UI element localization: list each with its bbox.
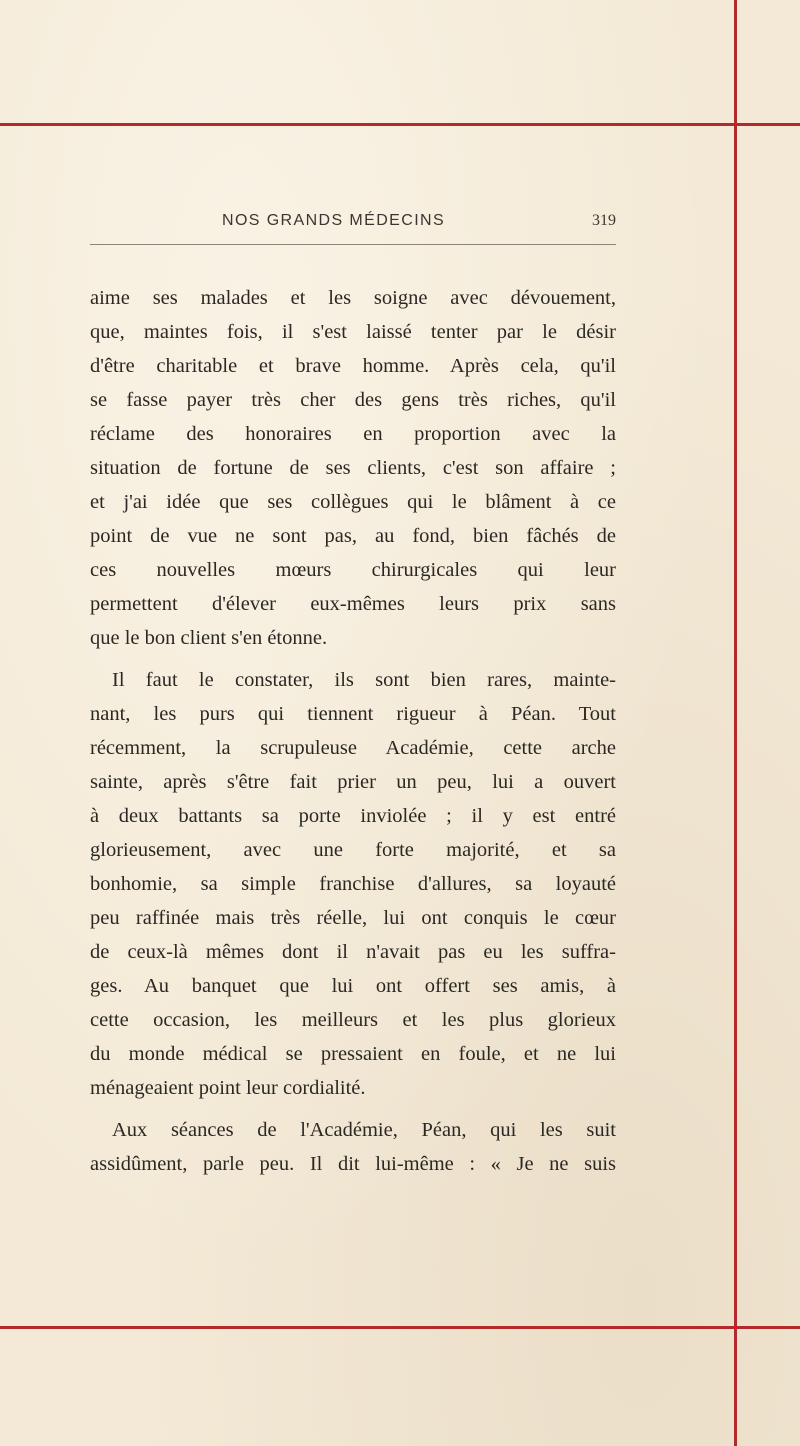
text-line: récemment, la scrupuleuse Académie, cette arche <box>90 737 616 759</box>
scan-border-right-rule <box>734 0 737 1446</box>
text-line: aime ses malades et les soigne avec dévouement, <box>90 287 616 309</box>
page-number: 319 <box>592 212 616 229</box>
text-line: ces nouvelles mœurs chirurgicales qui leur <box>90 559 616 581</box>
text-line: cette occasion, les meilleurs et les plus glorieux <box>90 1009 616 1031</box>
text-line: situation de fortune de ses clients, c'est son affaire ; <box>90 457 616 479</box>
text-line: Aux séances de l'Académie, Péan, qui les suit <box>112 1119 616 1141</box>
scan-border-top-rule <box>0 123 800 126</box>
text-line: Il faut le constater, ils sont bien rares, mainte- <box>112 669 616 691</box>
text-line: sainte, après s'être fait prier un peu, lui a ouvert <box>90 771 616 793</box>
page-header <box>90 212 616 242</box>
body-text <box>90 281 616 1181</box>
text-line: du monde médical se pressaient en foule, et ne lui <box>90 1043 616 1065</box>
text-line: de ceux-là mêmes dont il n'avait pas eu les suffra- <box>90 941 616 963</box>
text-line: nant, les purs qui tiennent rigueur à Péan. Tout <box>90 703 616 725</box>
text-line: réclame des honoraires en proportion avec la <box>90 423 616 445</box>
running-title: NOS GRANDS MÉDECINS <box>222 212 446 229</box>
paragraph-gap <box>90 1105 616 1113</box>
text-line: ges. Au banquet que lui ont offert ses amis, à <box>90 975 616 997</box>
paragraph-gap <box>90 655 616 663</box>
paragraph <box>90 281 616 655</box>
paragraph <box>90 663 616 1105</box>
text-line: assidûment, parle peu. Il dit lui-même : « Je ne suis <box>90 1153 616 1175</box>
text-line: d'être charitable et brave homme. Après cela, qu'il <box>90 355 616 377</box>
text-line: bonhomie, sa simple franchise d'allures, sa loyauté <box>90 873 616 895</box>
text-line: ménageaient point leur cordialité. <box>90 1077 366 1099</box>
text-line: à deux battants sa porte inviolée ; il y est entré <box>90 805 616 827</box>
text-line: peu raffinée mais très réelle, lui ont conquis le cœur <box>90 907 616 929</box>
scan-border-bottom-rule <box>0 1326 800 1329</box>
text-line: et j'ai idée que ses collègues qui le blâment à ce <box>90 491 616 513</box>
text-line: permettent d'élever eux-mêmes leurs prix sans <box>90 593 616 615</box>
text-line: point de vue ne sont pas, au fond, bien fâchés de <box>90 525 616 547</box>
paragraph <box>90 1113 616 1181</box>
text-line: se fasse payer très cher des gens très riches, qu'il <box>90 389 616 411</box>
text-line: glorieusement, avec une forte majorité, et sa <box>90 839 616 861</box>
text-line: que, maintes fois, il s'est laissé tenter par le désir <box>90 321 616 343</box>
text-line: que le bon client s'en étonne. <box>90 627 328 649</box>
header-divider <box>90 244 616 245</box>
